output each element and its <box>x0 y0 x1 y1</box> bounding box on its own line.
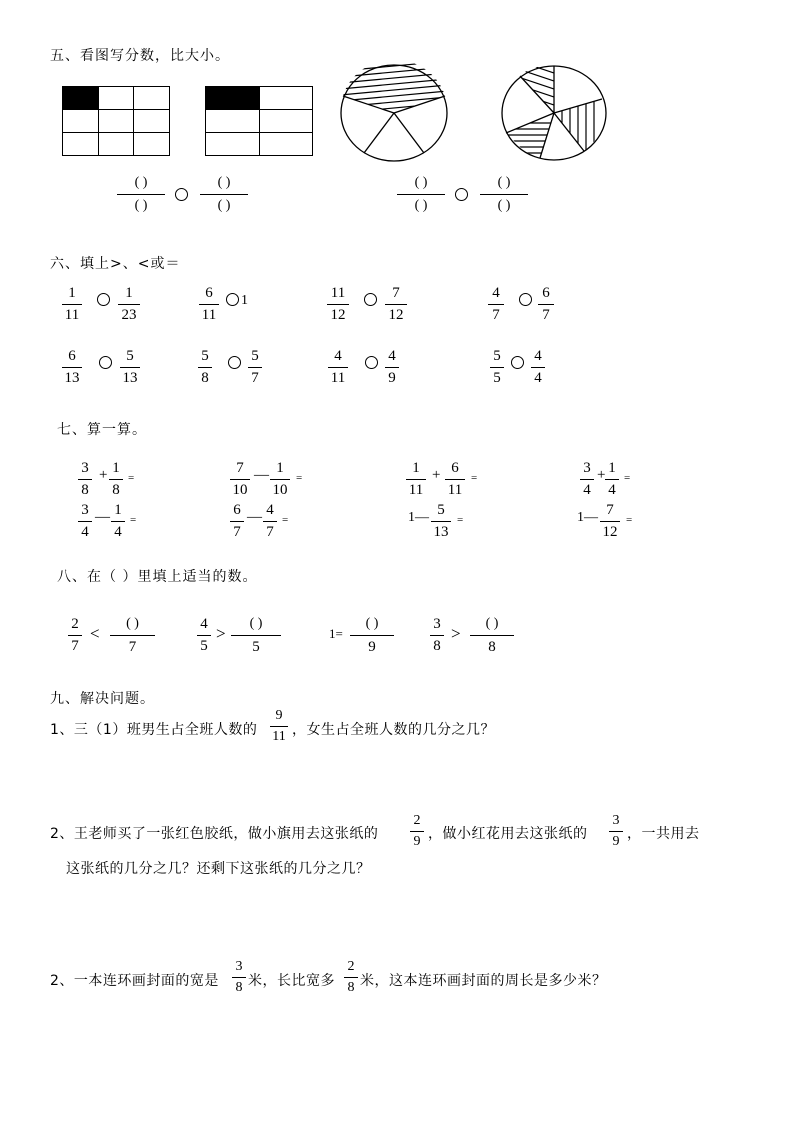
fraction: 3 4 <box>78 503 92 540</box>
section7-title: 七、算一算。 <box>57 422 147 438</box>
compare-circle[interactable] <box>226 293 239 306</box>
answer-blank[interactable]: ( ) 9 <box>350 617 394 655</box>
circle-figure-1 <box>340 63 448 163</box>
greater-than-sign: > <box>451 624 461 643</box>
operator: + <box>597 467 606 483</box>
operator: 1— <box>577 510 598 525</box>
section6-title: 六、填上>、<或＝ <box>50 256 181 272</box>
question-3-part2: 米，长比宽多 <box>248 973 335 989</box>
fraction: 1 4 <box>605 461 619 498</box>
operator: — <box>254 467 269 483</box>
fraction: 6 11 <box>445 461 465 498</box>
fraction: 1 23 <box>118 286 140 323</box>
fraction: 7 10 <box>230 461 250 498</box>
fraction: 11 12 <box>327 286 349 323</box>
fraction: 3 9 <box>609 814 623 849</box>
question-2-part1: 2、王老师买了一张红色胶纸，做小旗用去这张纸的 <box>50 826 379 842</box>
fraction: 2 9 <box>410 814 424 849</box>
equals: = <box>130 514 137 526</box>
answer-blank[interactable]: ( ) 8 <box>470 617 514 655</box>
operator: 1— <box>408 510 429 525</box>
answer-blank[interactable]: ( ) 5 <box>231 617 281 655</box>
fraction: 4 7 <box>263 503 277 540</box>
fraction: 1 4 <box>111 503 125 540</box>
compare-circle[interactable] <box>97 293 110 306</box>
fraction: 2 7 <box>68 617 82 654</box>
compare-circle[interactable] <box>519 293 532 306</box>
fraction: 1 11 <box>406 461 426 498</box>
fraction: 3 4 <box>580 461 594 498</box>
fraction: 1 11 <box>62 286 82 323</box>
number: 1 <box>241 293 248 308</box>
fraction: 1 10 <box>270 461 290 498</box>
fraction: 4 4 <box>531 349 545 386</box>
fraction: 6 7 <box>538 286 554 323</box>
question-2-line2: 这张纸的几分之几？还剩下这张纸的几分之几？ <box>66 861 371 877</box>
equals: = <box>128 472 135 484</box>
fraction: 7 12 <box>385 286 407 323</box>
operator: — <box>247 509 262 525</box>
fraction: 4 9 <box>385 349 399 386</box>
equals: = <box>624 472 631 484</box>
answer-blank[interactable]: ( ) 7 <box>110 617 155 655</box>
fraction: 4 7 <box>488 286 504 323</box>
fraction: 3 8 <box>78 461 92 498</box>
fraction: 9 11 <box>270 709 288 744</box>
equals: = <box>282 514 289 526</box>
equals: = <box>626 514 633 526</box>
circle-figure-2 <box>500 63 608 163</box>
compare-circle[interactable] <box>364 293 377 306</box>
question-2-part3: ，一共用去 <box>627 826 700 842</box>
equals: = <box>296 472 303 484</box>
question-1-part1: 1、三（1）班男生占全班人数的 <box>50 722 258 738</box>
compare-circle[interactable] <box>365 356 378 369</box>
equation-lead: 1= <box>329 626 343 641</box>
less-than-sign: < <box>90 624 100 643</box>
fraction: 5 7 <box>248 349 262 386</box>
operator: + <box>99 467 108 483</box>
greater-than-sign: > <box>216 624 226 643</box>
compare-circle[interactable] <box>228 356 241 369</box>
fraction: 3 8 <box>430 617 444 654</box>
grid-figure-1 <box>62 86 170 156</box>
grid-figure-2 <box>205 86 313 156</box>
answer-blank[interactable]: ( ) ( ) <box>117 176 165 213</box>
fraction: 6 11 <box>199 286 219 323</box>
fraction: 3 8 <box>232 960 246 995</box>
compare-circle[interactable] <box>99 356 112 369</box>
section8-title: 八、在（ ）里填上适当的数。 <box>57 569 258 585</box>
fraction: 5 13 <box>120 349 140 386</box>
section9-title: 九、解决问题。 <box>50 691 155 707</box>
fraction: 2 8 <box>344 960 358 995</box>
answer-blank[interactable]: ( ) ( ) <box>480 176 528 213</box>
answer-blank[interactable]: ( ) ( ) <box>397 176 445 213</box>
fraction: 5 5 <box>490 349 504 386</box>
question-3-part3: 米，这本连环画封面的周长是多少米？ <box>360 973 607 989</box>
equals: = <box>471 472 478 484</box>
compare-circle[interactable] <box>511 356 524 369</box>
fraction: 7 12 <box>600 503 620 540</box>
operator: + <box>432 467 441 483</box>
fraction: 5 8 <box>198 349 212 386</box>
question-2-part2: ，做小红花用去这张纸的 <box>428 826 588 842</box>
question-1-part2: ，女生占全班人数的几分之几？ <box>292 722 495 738</box>
compare-circle[interactable] <box>175 188 188 201</box>
compare-circle[interactable] <box>455 188 468 201</box>
fraction: 5 13 <box>431 503 451 540</box>
fraction: 4 5 <box>197 617 211 654</box>
operator: — <box>95 509 110 525</box>
fraction: 6 13 <box>62 349 82 386</box>
section5-title: 五、看图写分数，比大小。 <box>50 48 230 64</box>
fraction: 6 7 <box>230 503 244 540</box>
question-3-part1: 2、一本连环画封面的宽是 <box>50 973 219 989</box>
fraction: 4 11 <box>328 349 348 386</box>
answer-blank[interactable]: ( ) ( ) <box>200 176 248 213</box>
fraction: 1 8 <box>109 461 123 498</box>
equals: = <box>457 514 464 526</box>
